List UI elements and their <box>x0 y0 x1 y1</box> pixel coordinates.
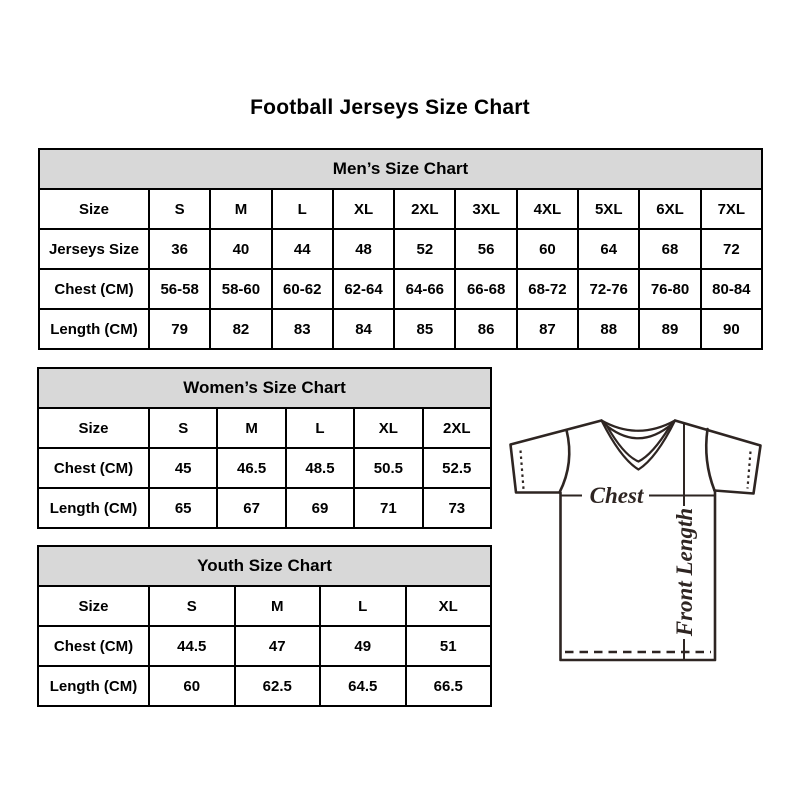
women-size-value-cell: 71 <box>354 488 422 528</box>
youth-size-value-cell: 66.5 <box>406 666 492 706</box>
women-size-value-cell: 50.5 <box>354 448 422 488</box>
men-column-header: L <box>272 189 333 229</box>
men-size-value-cell: 84 <box>333 309 394 349</box>
jersey-right-cuff-stitch <box>748 452 751 489</box>
men-column-header: 7XL <box>701 189 762 229</box>
men-row-label: Length (CM) <box>39 309 149 349</box>
youth-column-header: XL <box>406 586 492 626</box>
women-size-value-cell: 69 <box>286 488 354 528</box>
men-size-value-cell: 80-84 <box>701 269 762 309</box>
women-column-header: XL <box>354 408 422 448</box>
men-size-value-cell: 52 <box>394 229 455 269</box>
jersey-right-armhole-seam <box>706 429 714 491</box>
youth-row-label: Length (CM) <box>38 666 149 706</box>
page-title: Football Jerseys Size Chart <box>250 96 530 119</box>
youth-size-value-cell: 60 <box>149 666 235 706</box>
women-row-label: Length (CM) <box>38 488 149 528</box>
men-column-header: 3XL <box>455 189 516 229</box>
women-row-label: Chest (CM) <box>38 448 149 488</box>
men-row-label: Jerseys Size <box>39 229 149 269</box>
youth-size-value-cell: 62.5 <box>235 666 321 706</box>
women-column-header: 2XL <box>423 408 491 448</box>
men-size-value-cell: 87 <box>517 309 578 349</box>
women-column-header: S <box>149 408 217 448</box>
women-column-header: M <box>217 408 285 448</box>
youth-column-header: S <box>149 586 235 626</box>
youth-size-value-cell: 44.5 <box>149 626 235 666</box>
men-size-value-cell: 60 <box>517 229 578 269</box>
youth-size-value-cell: 47 <box>235 626 321 666</box>
men-size-value-cell: 44 <box>272 229 333 269</box>
women-size-value-cell: 52.5 <box>423 448 491 488</box>
women-size-value-cell: 45 <box>149 448 217 488</box>
men-size-value-cell: 58-60 <box>210 269 271 309</box>
men-size-value-cell: 72 <box>701 229 762 269</box>
youth-size-chart-table <box>37 545 492 707</box>
men-size-value-cell: 56-58 <box>149 269 210 309</box>
women-size-value-cell: 48.5 <box>286 448 354 488</box>
men-size-value-cell: 82 <box>210 309 271 349</box>
men-size-value-cell: 72-76 <box>578 269 639 309</box>
men-size-value-cell: 62-64 <box>333 269 394 309</box>
men-size-value-cell: 79 <box>149 309 210 349</box>
men-column-header: XL <box>333 189 394 229</box>
men-size-value-cell: 83 <box>272 309 333 349</box>
men-size-value-cell: 40 <box>210 229 271 269</box>
men-column-header: 6XL <box>639 189 700 229</box>
men-size-value-cell: 89 <box>639 309 700 349</box>
men-size-value-cell: 76-80 <box>639 269 700 309</box>
men-size-value-cell: 88 <box>578 309 639 349</box>
youth-column-header: L <box>320 586 406 626</box>
front-length-label: Front Length <box>672 507 697 637</box>
youth-row-label: Chest (CM) <box>38 626 149 666</box>
women-row-label-size: Size <box>38 408 149 448</box>
men-column-header: 4XL <box>517 189 578 229</box>
men-table-title: Men’s Size Chart <box>39 149 762 189</box>
jersey-left-cuff-stitch <box>521 451 524 490</box>
men-size-value-cell: 90 <box>701 309 762 349</box>
women-size-value-cell: 65 <box>149 488 217 528</box>
chest-label: Chest <box>589 483 644 508</box>
men-column-header: S <box>149 189 210 229</box>
youth-table-title: Youth Size Chart <box>38 546 491 586</box>
jersey-left-sleeve <box>511 421 602 493</box>
men-size-value-cell: 68 <box>639 229 700 269</box>
women-size-value-cell: 46.5 <box>217 448 285 488</box>
men-size-value-cell: 85 <box>394 309 455 349</box>
men-column-header: 5XL <box>578 189 639 229</box>
women-size-value-cell: 67 <box>217 488 285 528</box>
men-row-label: Chest (CM) <box>39 269 149 309</box>
youth-row-label-size: Size <box>38 586 149 626</box>
men-size-value-cell: 60-62 <box>272 269 333 309</box>
youth-size-value-cell: 51 <box>406 626 492 666</box>
youth-column-header: M <box>235 586 321 626</box>
men-row-label-size: Size <box>39 189 149 229</box>
men-size-value-cell: 36 <box>149 229 210 269</box>
men-size-value-cell: 64 <box>578 229 639 269</box>
men-size-value-cell: 56 <box>455 229 516 269</box>
youth-size-value-cell: 64.5 <box>320 666 406 706</box>
women-table-title: Women’s Size Chart <box>38 368 491 408</box>
men-size-value-cell: 86 <box>455 309 516 349</box>
mens-size-chart-table <box>38 148 763 350</box>
men-column-header: 2XL <box>394 189 455 229</box>
men-column-header: M <box>210 189 271 229</box>
jersey-left-armhole-seam <box>560 430 570 493</box>
women-size-value-cell: 73 <box>423 488 491 528</box>
men-size-value-cell: 66-68 <box>455 269 516 309</box>
jersey-measurement-diagram <box>500 408 772 670</box>
women-column-header: L <box>286 408 354 448</box>
men-size-value-cell: 68-72 <box>517 269 578 309</box>
womens-size-chart-table <box>37 367 492 529</box>
youth-size-value-cell: 49 <box>320 626 406 666</box>
men-size-value-cell: 48 <box>333 229 394 269</box>
men-size-value-cell: 64-66 <box>394 269 455 309</box>
